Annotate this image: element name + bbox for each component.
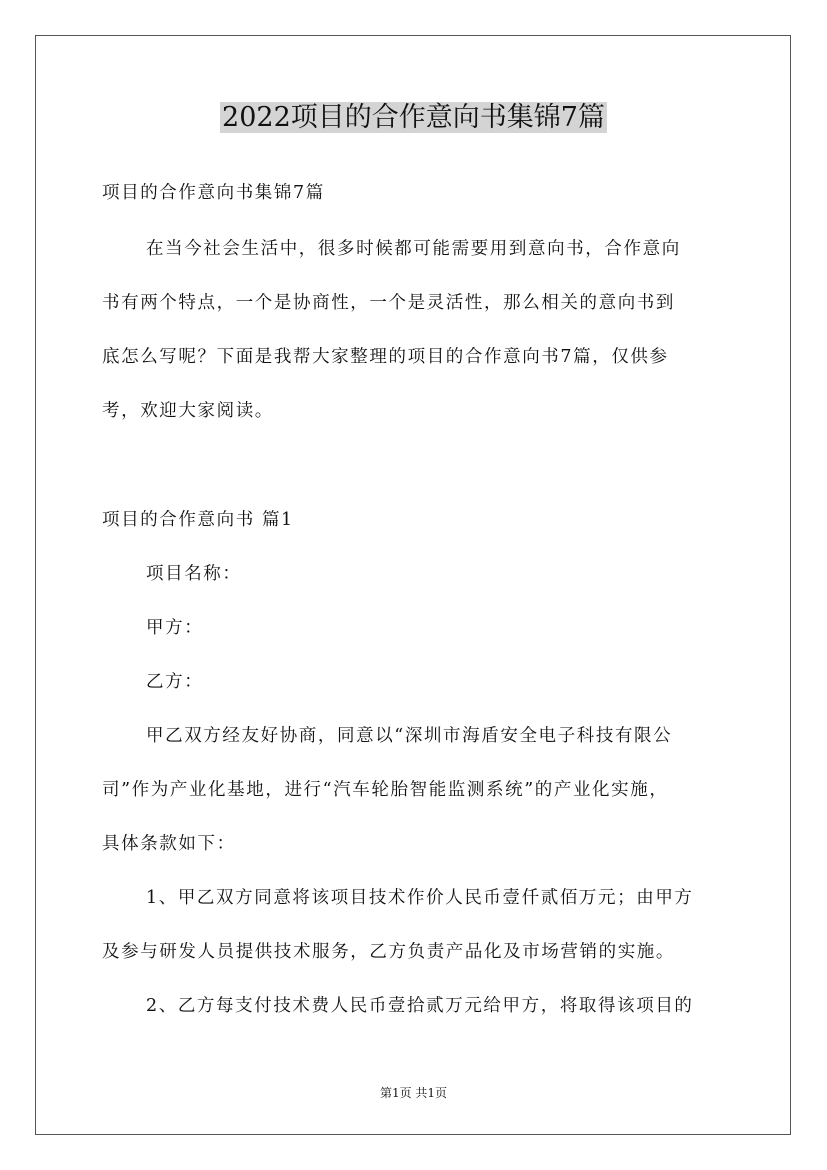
intro-line: 考，欢迎大家阅读。 (102, 401, 274, 421)
body-line: 2、乙方每支付技术费人民币壹拾贰万元给甲方，将取得该项目的 (146, 996, 694, 1016)
body-line: 及参与研发人员提供技术服务，乙方负责产品化及市场营销的实施。 (102, 942, 675, 962)
field-party-a: 甲方： (146, 618, 204, 638)
body-line: 甲乙双方经友好协商，同意以“深圳市海盾安全电子科技有限公 (146, 726, 673, 746)
page-footer: 第1页 共1页 (379, 1086, 448, 1100)
intro-line: 书有两个特点，一个是协商性，一个是灵活性，那么相关的意向书到 (102, 293, 675, 313)
document-subtitle: 项目的合作意向书集锦7篇 (102, 183, 325, 203)
intro-line: 底怎么写呢？下面是我帮大家整理的项目的合作意向书7篇，仅供参 (102, 347, 669, 367)
body-line: 具体条款如下： (102, 834, 236, 854)
field-party-b: 乙方： (146, 672, 204, 692)
document-title-container (0, 98, 827, 138)
body-line: 1、甲乙双方同意将该项目技术作价人民币壹仟贰佰万元；由甲方 (146, 888, 694, 908)
intro-line: 在当今社会生活中，很多时候都可能需要用到意向书，合作意向 (146, 239, 681, 259)
body-line: 司”作为产业化基地，进行“汽车轮胎智能监测系统”的产业化实施， (102, 780, 669, 800)
document-title: 2022项目的合作意向书集锦7篇 (222, 102, 605, 133)
field-project-name: 项目名称： (146, 564, 242, 584)
section-heading: 项目的合作意向书 篇1 (102, 510, 294, 530)
